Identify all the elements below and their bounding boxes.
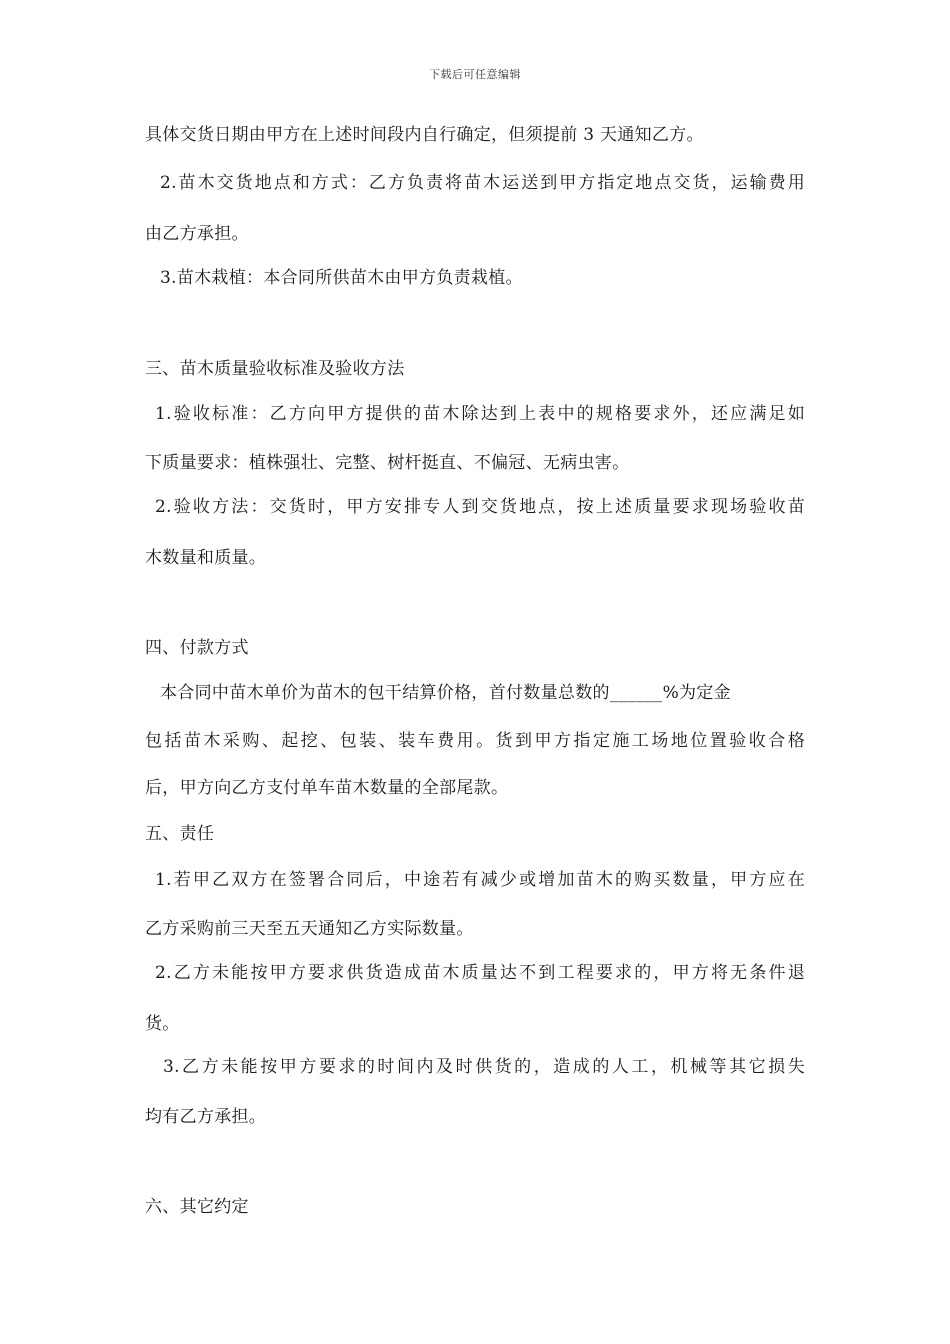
paragraph-line: 包括苗木采购、起挖、包装、装车费用。货到甲方指定施工场地位置验收合格 (145, 731, 805, 751)
paragraph-line: 3.苗木栽植：本合同所供苗木由甲方负责栽植。 (160, 268, 523, 288)
paragraph-line: 后，甲方向乙方支付单车苗木数量的全部尾款。 (145, 778, 509, 798)
paragraph-line: 乙方采购前三天至五天通知乙方实际数量。 (145, 919, 474, 939)
section-heading: 四、付款方式 (145, 638, 249, 658)
paragraph-line: 具体交货日期由甲方在上述时间段内自行确定，但须提前 3 天通知乙方。 (145, 125, 704, 145)
paragraph-line: 2.苗木交货地点和方式：乙方负责将苗木运送到甲方指定地点交货，运输费用 (160, 173, 805, 193)
section-heading: 五、责任 (145, 824, 215, 844)
paragraph-line: 2.验收方法：交货时，甲方安排专人到交货地点，按上述质量要求现场验收苗 (155, 497, 805, 517)
paragraph-line: 2.乙方未能按甲方要求供货造成苗木质量达不到工程要求的，甲方将无条件退 (155, 963, 805, 983)
paragraph-line: 木数量和质量。 (145, 548, 267, 568)
paragraph-line: 货。 (145, 1014, 180, 1034)
page-header: 下载后可任意编辑 (429, 68, 521, 81)
section-heading: 六、其它约定 (145, 1197, 249, 1217)
paragraph-line: 均有乙方承担。 (145, 1107, 267, 1127)
paragraph-line: 本合同中苗木单价为苗木的包干结算价格，首付数量总数的______%为定金 (160, 683, 731, 703)
paragraph-line: 1.若甲乙双方在签署合同后，中途若有减少或增加苗木的购买数量，甲方应在 (155, 870, 805, 890)
paragraph-line: 1.验收标准：乙方向甲方提供的苗木除达到上表中的规格要求外，还应满足如 (155, 404, 805, 424)
paragraph-line: 下质量要求：植株强壮、完整、树杆挺直、不偏冠、无病虫害。 (145, 453, 630, 473)
paragraph-line: 由乙方承担。 (145, 224, 249, 244)
paragraph-line: 3.乙方未能按甲方要求的时间内及时供货的，造成的人工，机械等其它损失 (163, 1057, 805, 1077)
section-heading: 三、苗木质量验收标准及验收方法 (145, 359, 405, 379)
